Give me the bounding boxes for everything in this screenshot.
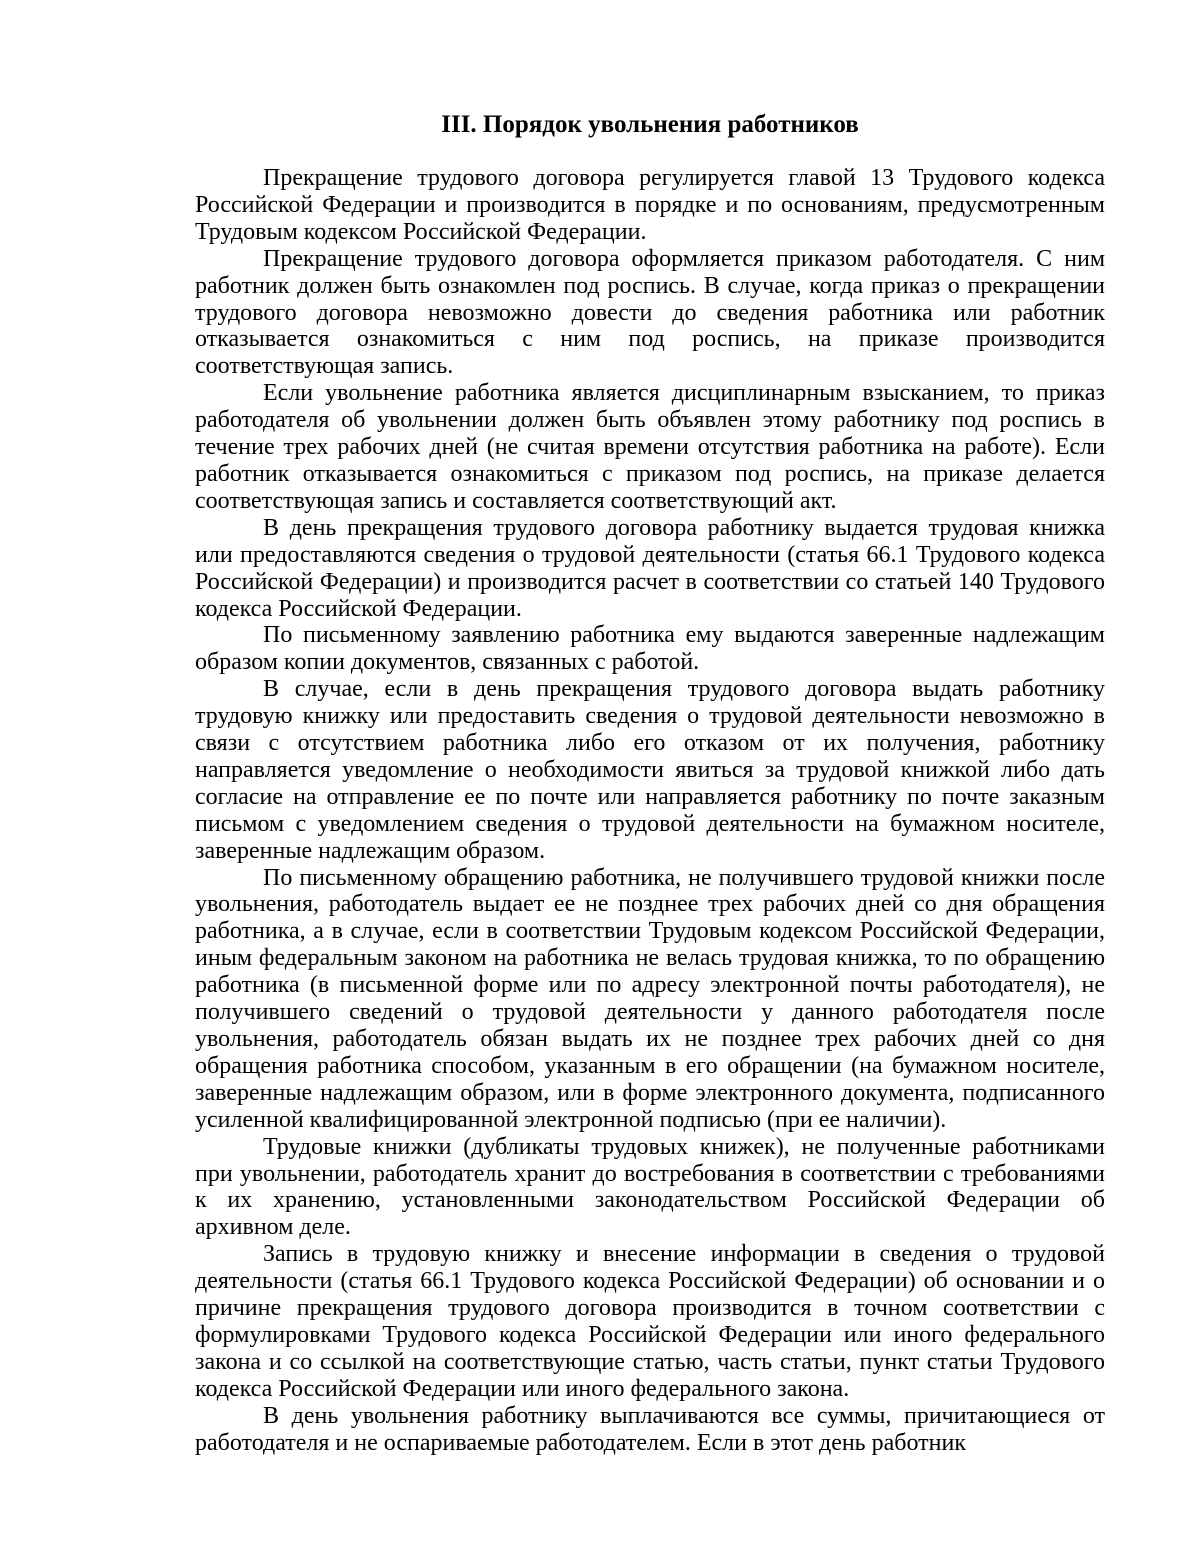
document-body — [195, 165, 1105, 1457]
paragraph-termination-regulation: Прекращение трудового договора регулируется главой 13 Трудового кодекса Российской Федерации и производится в порядке и по основаниям, предусмотренным Трудовым кодексом Российской Федерации. — [195, 165, 1105, 245]
paragraph-termination-order: Прекращение трудового договора оформляется приказом работодателя. С ним работник должен быть ознакомлен под роспись. В случае, когда приказ о прекращении трудового договора невозможно довести до сведения работника или работник отказывается ознакомиться с ним под роспись, на приказе производится соответствующая запись. — [195, 245, 1105, 380]
paragraph-unclaimed-work-books: Трудовые книжки (дубликаты трудовых книжек), не полученные работниками при увольнении, работодатель хранит до востребования в соответствии с требованиями к их хранению, установленными законодательством Российской Федерации об архивном деле. — [195, 1133, 1105, 1241]
paragraph-work-book-issuance: В день прекращения трудового договора работнику выдается трудовая книжка или предоставляются сведения о трудовой деятельности (статья 66.1 Трудового кодекса Российской Федерации) и производится расчет в соответствии со статьей 140 Трудового кодекса Российской Федерации. — [195, 514, 1105, 622]
paragraph-post-dismissal-request: По письменному обращению работника, не получившего трудовой книжки после увольнения, работодатель выдает ее не позднее трех рабочих дней со дня обращения работника, а в случае, если в соответствии Трудовым кодексом Российской Федерации, иным федеральным законом на работника не велась трудовая книжка, то по обращению работника (в письменной форме или по адресу электронной почты работодателя), не получившего сведений о трудовой деятельности у данного работодателя после увольнения, работодатель обязан выдать их не позднее трех рабочих дней со дня обращения работника способом, указанным в его обращении (на бумажном носителе, заверенные надлежащим образом, или в форме электронного документа, подписанного усиленной квалифицированной электронной подписью (при ее наличии). — [195, 864, 1105, 1133]
paragraph-final-payment: В день увольнения работнику выплачиваются все суммы, причитающиеся от работодателя и не оспариваемые работодателем. Если в этот день работник — [195, 1402, 1105, 1456]
paragraph-document-copies: По письменному заявлению работника ему выдаются заверенные надлежащим образом копии документов, связанных с работой. — [195, 622, 1105, 676]
paragraph-dismissal-record: Запись в трудовую книжку и внесение информации в сведения о трудовой деятельности (статья 66.1 Трудового кодекса Российской Федерации) об основании и о причине прекращения трудового договора производится в точном соответствии с формулировками Трудового кодекса Российской Федерации или иного федерального закона и со ссылкой на соответствующие статью, часть статьи, пункт статьи Трудового кодекса Российской Федерации или иного федерального закона. — [195, 1241, 1105, 1402]
section-title: III. Порядок увольнения работников — [441, 111, 859, 138]
paragraph-absent-employee-notice: В случае, если в день прекращения трудового договора выдать работнику трудовую книжку или предоставить сведения о трудовой деятельности невозможно в связи с отсутствием работника либо его отказом от их получения, работнику направляется уведомление о необходимости явиться за трудовой книжкой либо дать согласие на отправление ее по почте или направляется работнику по почте заказным письмом с уведомлением сведения о трудовой деятельности на бумажном носителе, заверенные надлежащим образом. — [195, 676, 1105, 864]
paragraph-disciplinary-dismissal: Если увольнение работника является дисциплинарным взысканием, то приказ работодателя об увольнении должен быть объявлен этому работнику под роспись в течение трех рабочих дней (не считая времени отсутствия работника на работе). Если работник отказывается ознакомиться с приказом под роспись, на приказе делается соответствующая запись и составляется соответствующий акт. — [195, 380, 1105, 514]
